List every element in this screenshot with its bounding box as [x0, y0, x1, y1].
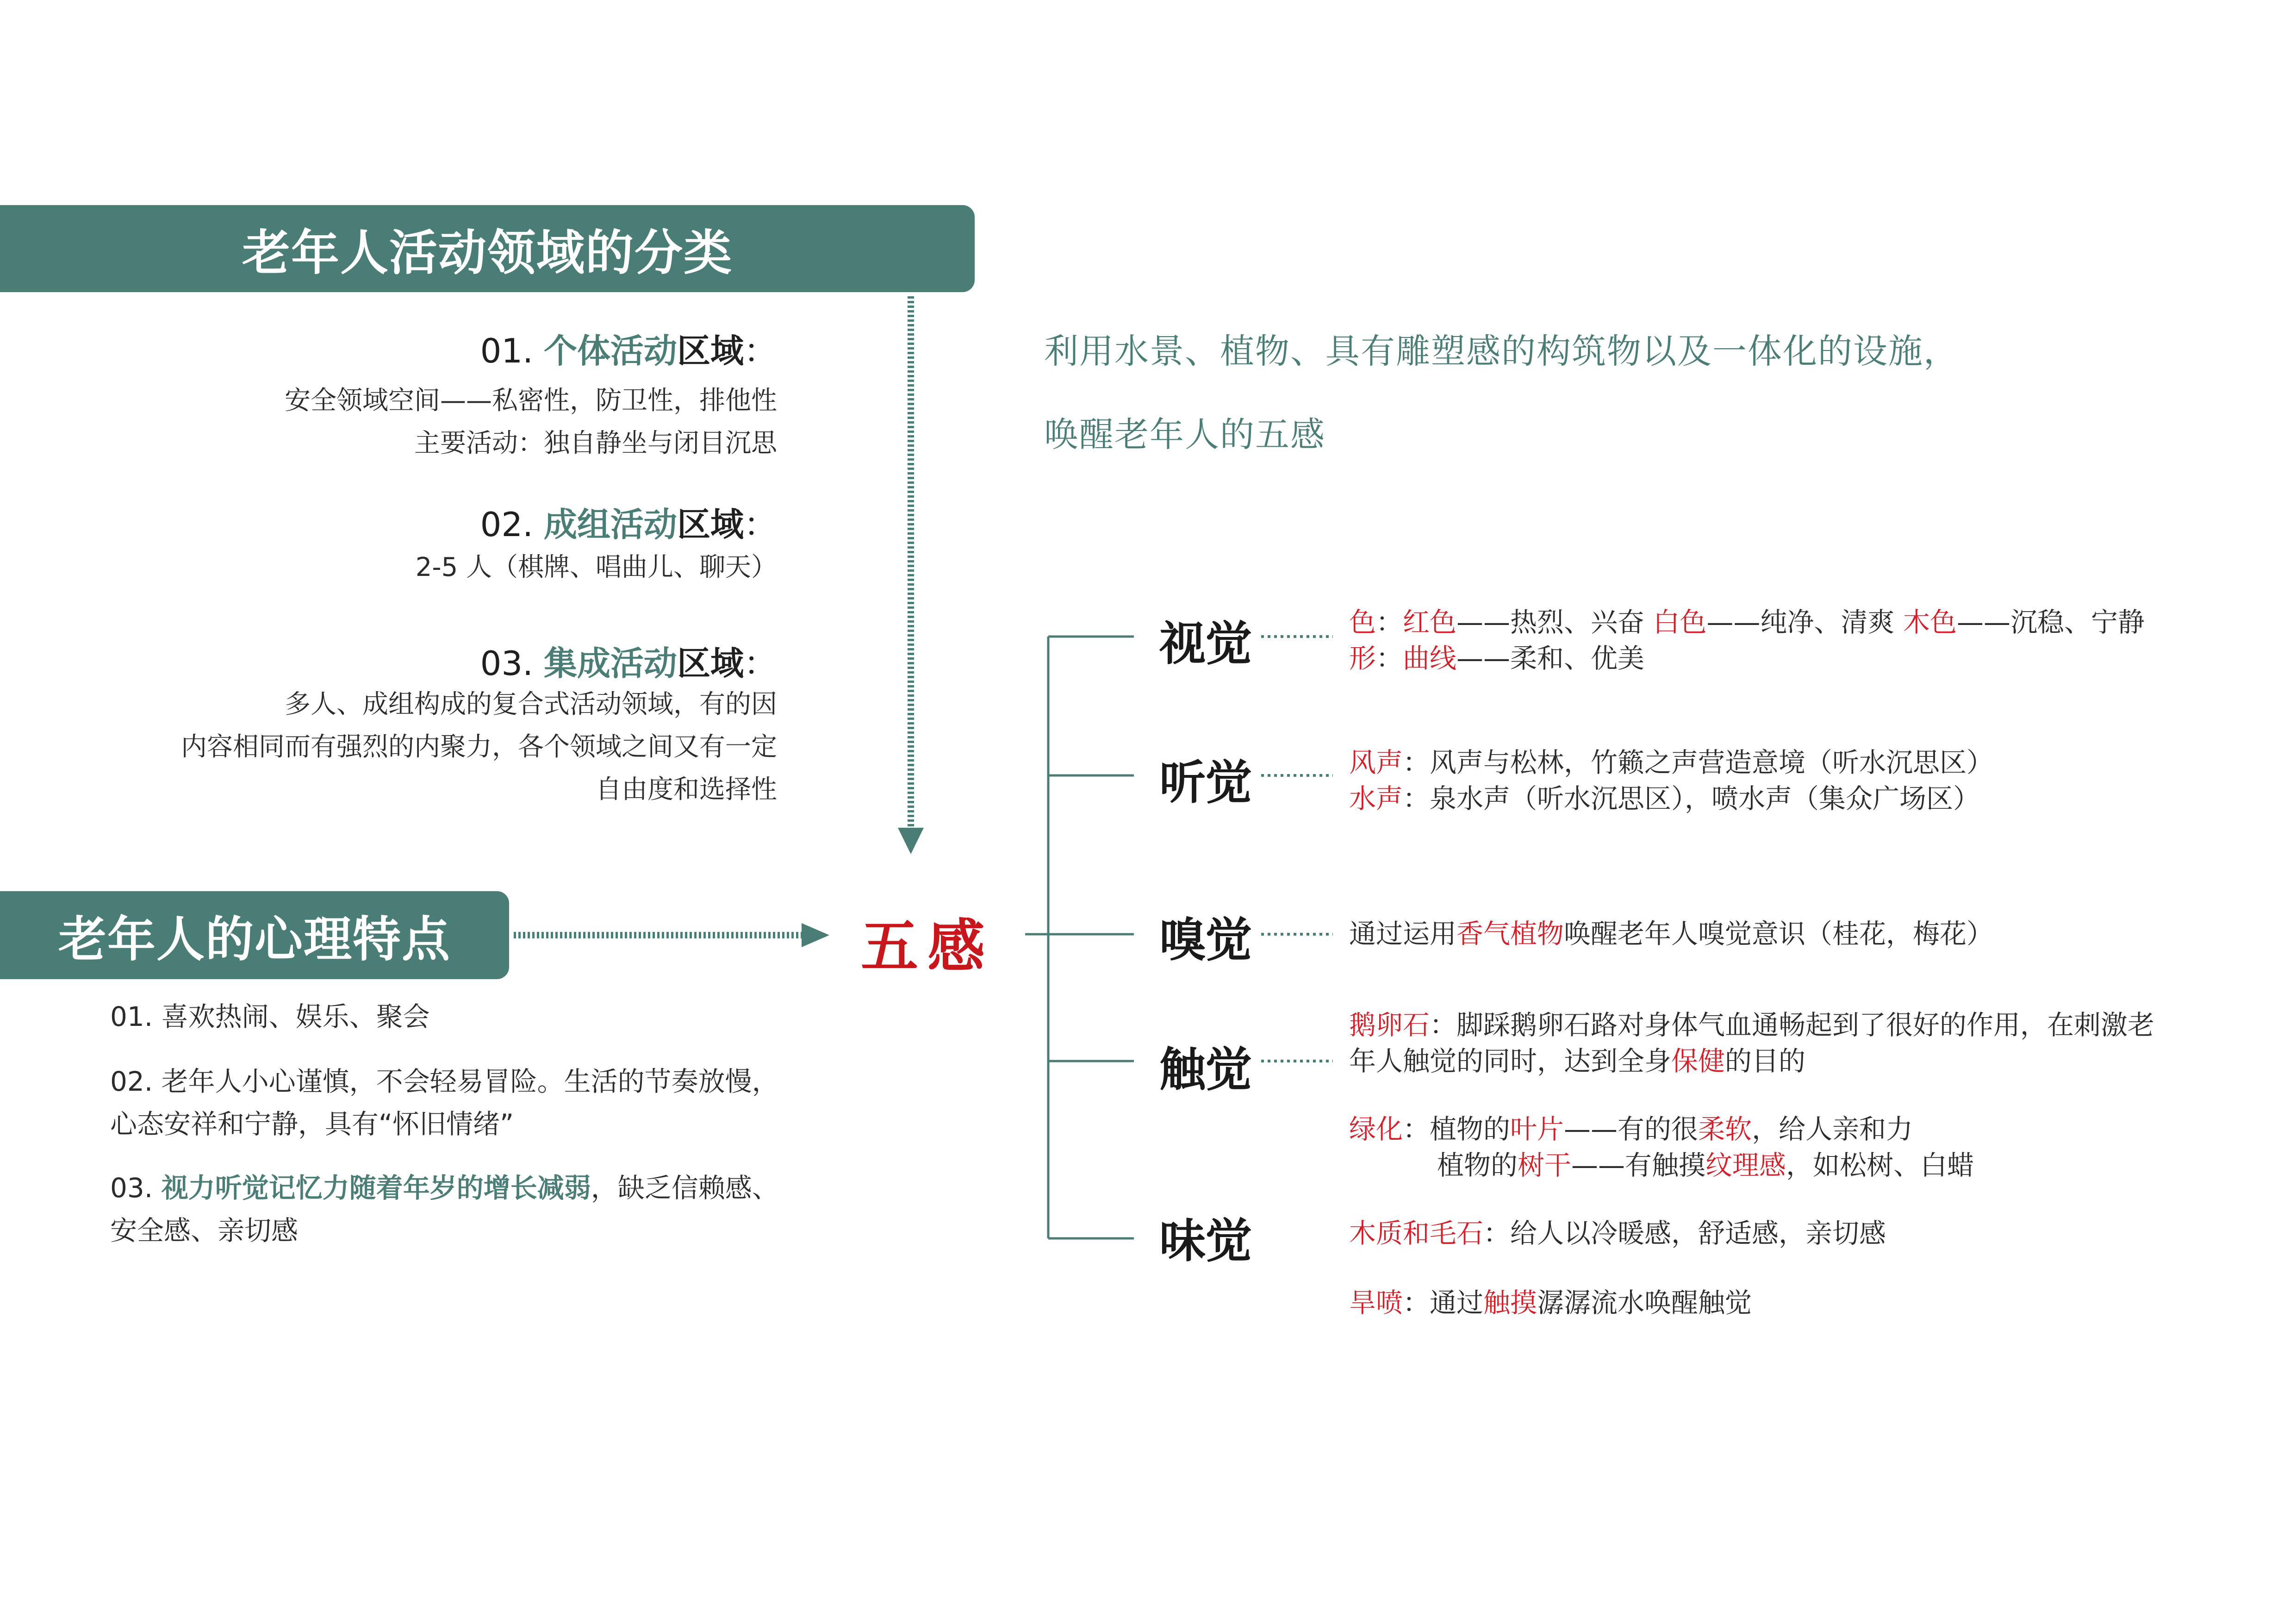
five-senses-title: 五感	[861, 913, 995, 980]
zone-01-description: 安全领域空间——私密性，防卫性，排他性 主要活动：独自静坐与闭目沉思	[285, 386, 777, 458]
psychology-banner-title: 老年人的心理特点	[58, 911, 451, 968]
zone-02-description: 2-5 人（棋牌、唱曲儿、聊天）	[415, 552, 777, 582]
smell-description: 通过运用香气植物唤醒老年人嗅觉意识（桂花，梅花）	[1349, 918, 1994, 949]
hearing-description: 风声：风声与松林，竹籁之声营造意境（听水沉思区） 水声：泉水声（听水沉思区），喷水声（集众广场区）	[1349, 747, 1994, 814]
wood-stone-description: 木质和毛石：给人以冷暖感，舒适感，亲切感	[1349, 1218, 1886, 1249]
touch-description: 鹅卵石：脚踩鹅卵石路对身体气血通畅起到了很好的作用，在刺激老 年人触觉的同时，达到全身保健的目的	[1349, 1009, 2155, 1077]
sense-sight: 视觉	[1159, 616, 1252, 671]
psych-item-3: 03. 视力听觉记忆力随着年岁的增长减弱，缺乏信赖感、 安全感、亲切感	[110, 1172, 779, 1246]
sense-touch: 触觉	[1159, 1042, 1252, 1097]
sight-description: 色：红色——热烈、兴奋 白色——纯净、清爽 木色——沉稳、宁静 形：曲线——柔和、优美	[1349, 606, 2145, 674]
greenery-description: 绿化：植物的叶片——有的很柔软，给人亲和力 植物的树干——有触摸纹理感，如松树、白蜡	[1349, 1113, 1974, 1181]
intro-line-1: 利用水景、植物、具有雕塑感的构筑物以及一体化的设施，	[1044, 331, 1959, 371]
zone-01-heading: 01. 个体活动区域：	[480, 331, 777, 370]
activity-banner-title: 老年人活动领域的分类	[242, 224, 733, 281]
zone-02-heading: 02. 成组活动区域：	[480, 505, 777, 544]
psych-item-2: 02. 老年人小心谨慎，不会轻易冒险。生活的节奏放慢， 心态安祥和宁静，具有“怀旧情绪”	[110, 1066, 779, 1140]
sense-hearing: 听觉	[1159, 755, 1252, 810]
dry-fountain-description: 旱喷：通过触摸潺潺流水唤醒触觉	[1349, 1287, 1752, 1318]
zone-03-heading: 03. 集成活动区域：	[480, 643, 777, 683]
zone-03-description: 多人、成组构成的复合式活动领域，有的因 内容相同而有强烈的内聚力，各个领域之间又有一定 自由度和选择性	[181, 689, 777, 805]
psych-item-1: 01. 喜欢热闹、娱乐、聚会	[110, 1001, 430, 1032]
down-arrow-head	[898, 828, 924, 854]
sense-smell: 嗅觉	[1159, 912, 1252, 967]
right-arrow-head	[802, 923, 829, 947]
intro-line-2: 唤醒老年人的五感	[1044, 415, 1325, 455]
sense-taste: 味觉	[1159, 1213, 1252, 1268]
